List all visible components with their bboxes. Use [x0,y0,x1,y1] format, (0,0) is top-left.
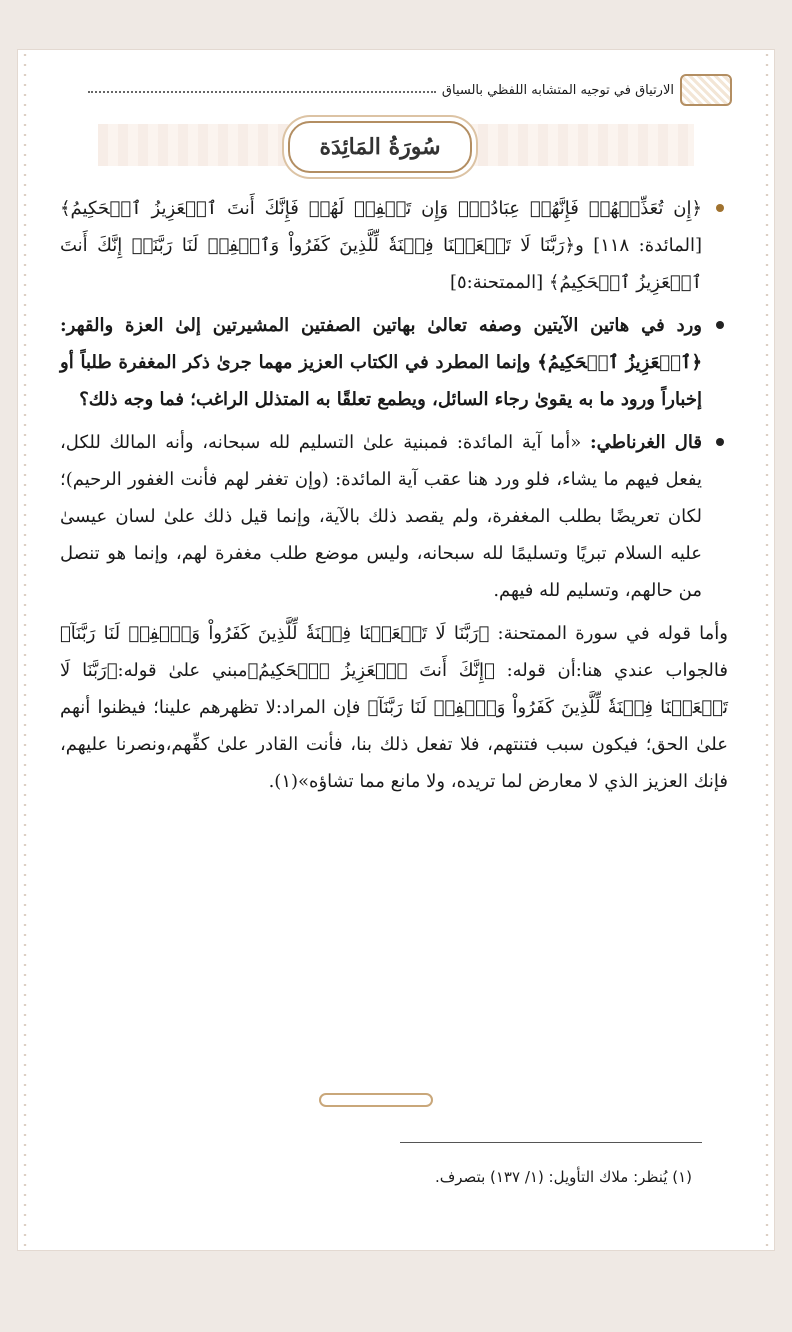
bullet-quote-lead: قال الغرناطي: [590,432,702,453]
footnote: (١) يُنظر: ملاك التأويل: (١/ ١٣٧) بتصرف. [434,1168,692,1186]
end-ornament-icon [316,1088,436,1112]
surah-title-frame [288,121,472,173]
header-ornament-icon [680,74,732,106]
main-content [60,190,728,806]
bullet-question-text: ورد في هاتين الآيتين وصفه تعالىٰ بهاتين الصفتين المشيرتين إلىٰ العزة والقهر: ﴿ٱلۡعَزِيزُ ٱلۡحَكِيمُ﴾ وإنما المطرد في الكتاب العزيز مهما جرىٰ ذكر المغفرة طلباً أو إخباراً ورود ما به يقوىٰ رجاء السائل، ويطمع تعلقًا به المتذلل الراغب؛ فما وجه ذلك؟ [60,315,702,410]
decorative-border-left [18,50,32,1250]
bullet-verse-text: ﴿إِن تُعَذِّبۡهُمۡ فَإِنَّهُمۡ عِبَادُكَۖ وَإِن تَغۡفِرۡ لَهُمۡ فَإِنَّكَ أَنتَ ٱلۡعَزِيزُ ٱلۡحَكِيمُ﴾ [المائدة: ١١٨] و﴿رَبَّنَا لَا تَجۡعَلۡنَا فِتۡنَةٗ لِّلَّذِينَ كَفَرُواْ وَٱغۡفِرۡ لَنَا رَبَّنَآۖ إِنَّكَ أَنتَ ٱلۡعَزِيزُ ٱلۡحَكِيمُ﴾ [الممتحنة:٥] [60,198,702,293]
decorative-border-right [760,50,774,1250]
header-dotted-line [88,91,436,93]
footnote-rule [400,1142,702,1143]
bullet-verse [60,190,728,301]
bullet-quote [60,424,728,609]
surah-title: سُورَةُ المَائِدَة [319,134,441,160]
bullet-question [60,307,728,418]
running-header [88,70,732,110]
bullet-quote-text: «أما آية المائدة: فمبنية علىٰ التسليم لله سبحانه، وأنه المالك للكل، يفعل فيهم ما يشاء، فلو ورد هنا عقب آية المائدة: (وإن تغفر لهم فأنت الغفور الرحيم)؛ لكان تعريضًا بطلب المغفرة، ولم يقصد ذلك بالآية، وإنما قيل ذلك علىٰ لسان عيسىٰ عليه السلام تبريًا وتسليمًا لله سبحانه، وليس موضع طلب مغفرة لهم، وإنما هو تنصل من حالهم، وتسليم لله فيهم. [60,432,702,601]
answer-paragraph: وأما قوله في سورة الممتحنة: ﴿رَبَّنَا لَا تَجۡعَلۡنَا فِتۡنَةٗ لِّلَّذِينَ كَفَرُواْ وَٱغۡفِرۡ لَنَا رَبَّنَآ﴾ فالجواب عندي هنا:أن قوله: ﴿إِنَّكَ أَنتَ ٱلۡعَزِيزُ ٱلۡحَكِيمُ﴾مبني علىٰ قوله:﴿رَبَّنَا لَا تَجۡعَلۡنَا فِتۡنَةٗ لِّلَّذِينَ كَفَرُواْ وَٱغۡفِرۡ لَنَا رَبَّنَآ﴾ فإن المراد:لا تظهرهم علينا؛ فيظنوا أنهم علىٰ الحق؛ فيكون سبب فتنتهم، فلا تفعل ذلك بنا، فأنت القادر علىٰ كفِّهم،ونصرنا عليهم، فإنك العزيز الذي لا معارض لما تريده، ولا مانع مما تشاؤه»(١). [60,623,728,792]
book-title: الارتياق في توجيه المتشابه اللفظي بالسياق [441,82,674,98]
